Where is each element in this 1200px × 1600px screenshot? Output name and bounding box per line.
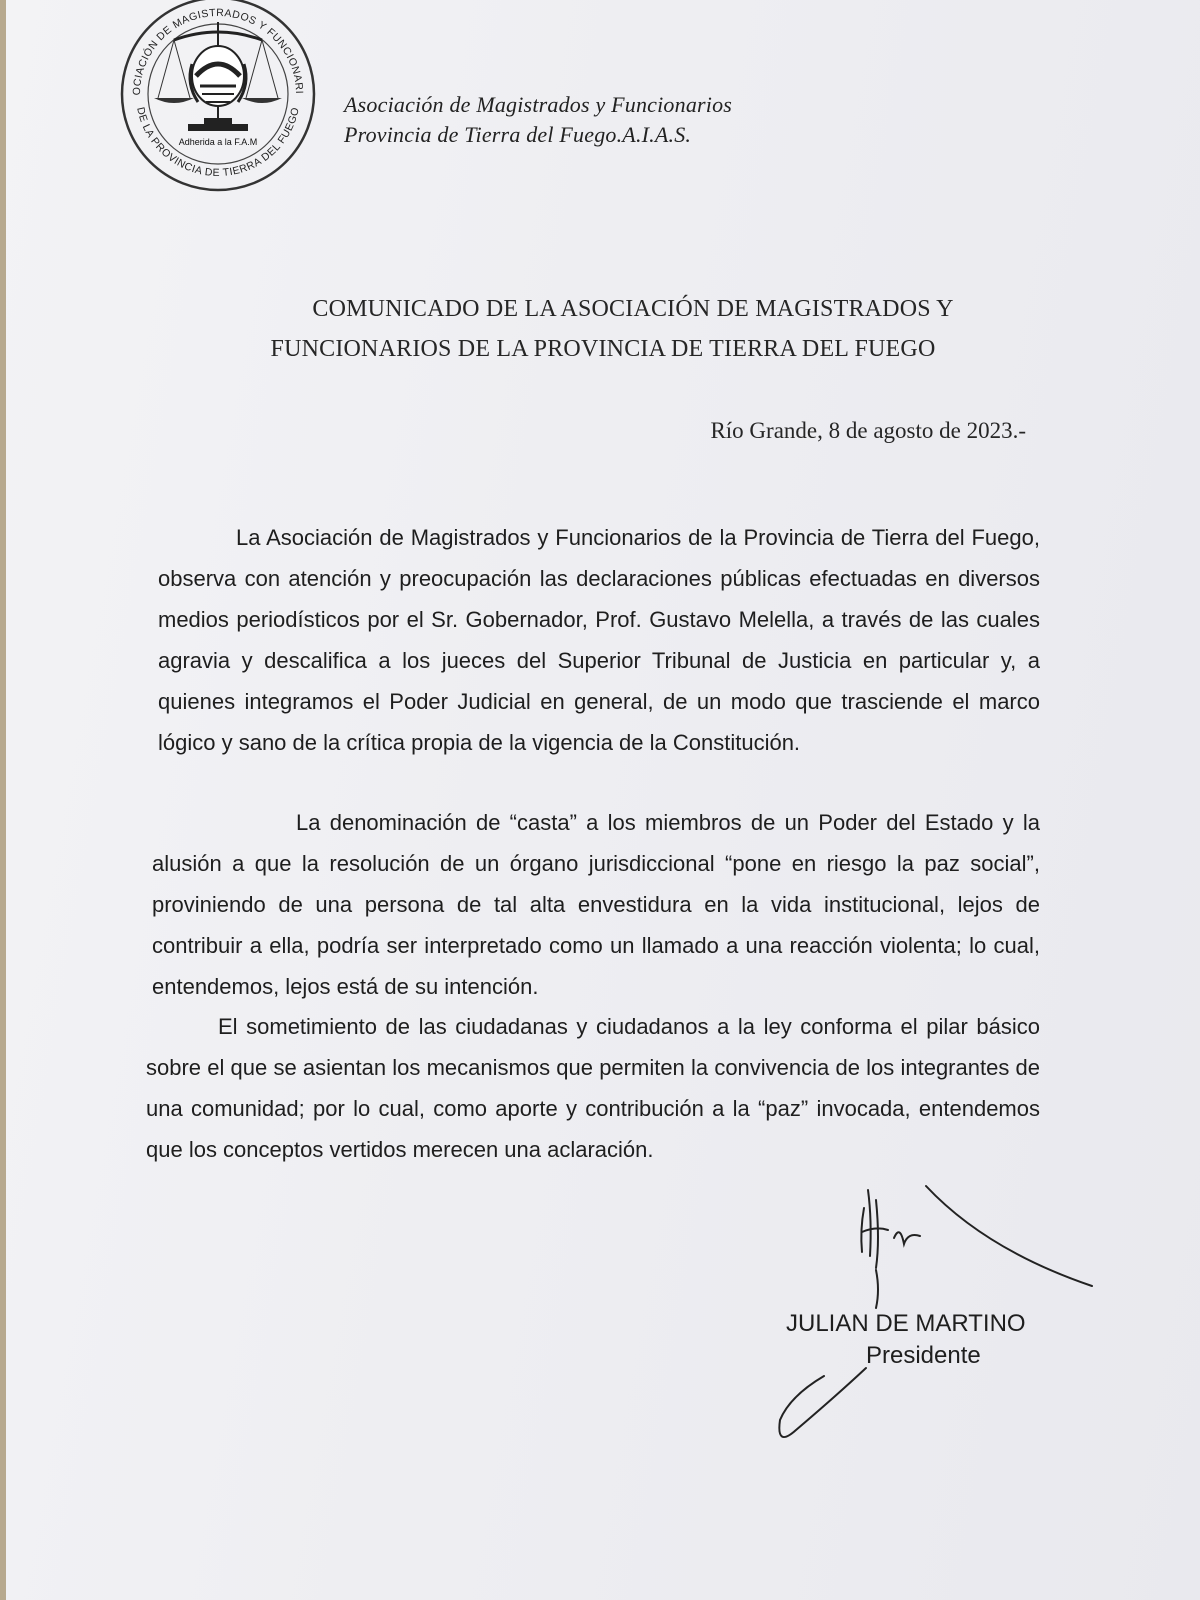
letterhead-org-province: Provincia de Tierra del Fuego.A.I.A.S. (344, 122, 692, 147)
document-page (6, 0, 1200, 1600)
association-seal (118, 0, 318, 194)
document-title-line-2: FUNCIONARIOS DE LA PROVINCIA DE TIERRA DEL FUEGO (270, 336, 936, 362)
body-paragraph-3: El sometimiento de las ciudadanas y ciudadanos a la ley conforma el pilar básico sobre el que se asientan los mecanismos que permiten la convivencia de los integrantes de una comunidad; por lo cual, como aporte y contribución a la “paz” invocada, entendemos que los conceptos vertidos merecen una aclaración. (146, 1014, 1040, 1162)
letterhead-org-name: Asociación de Magistrados y Funcionarios (344, 92, 733, 117)
dateline: Río Grande, 8 de agosto de 2023.- (710, 418, 1026, 443)
svg-text:DE LA PROVINCIA DE TIERRA DEL: DE LA PROVINCIA DE TIERRA DEL FUEGO (134, 105, 302, 180)
body-paragraph-2: La denominación de “casta” a los miembros de un Poder del Estado y la alusión a que la resolución de un órgano jurisdiccional “pone en riesgo la paz social”, proviniendo de una persona de tal alta envestidura en la vida institucional, lejos de contribuir a ella, podría ser interpretado como un llamado a una reacción violenta; lo cual, entendemos, lejos está de su intención. (152, 810, 1040, 999)
signer-title: Presidente (866, 1342, 981, 1369)
document-title-line-1: COMUNICADO DE LA ASOCIACIÓN DE MAGISTRADOS Y (312, 296, 954, 322)
svg-text:Adherida a la F.A.M: Adherida a la F.A.M (178, 137, 258, 147)
body-paragraph-1: La Asociación de Magistrados y Funcionarios de la Provincia de Tierra del Fuego, observa con atención y preocupación las declaraciones públicas efectuadas en diversos medios periodísticos por el Sr. Gobernador, Prof. Gustavo Melella, a través de las cuales agravia y descalifica a los jueces del Superior Tribunal de Justicia en particular y, a quienes integramos el Poder Judicial en general, de un modo que trasciende el marco lógico y sano de la crítica propia de la vigencia de la Constitución. (158, 525, 1040, 755)
signer-name: JULIAN DE MARTINO (786, 1310, 1026, 1337)
svg-text:ASOCIACIÓN DE MAGISTRADOS Y FU: OCIACIÓN DE MAGISTRADOS Y FUNCIONARI (130, 6, 306, 96)
